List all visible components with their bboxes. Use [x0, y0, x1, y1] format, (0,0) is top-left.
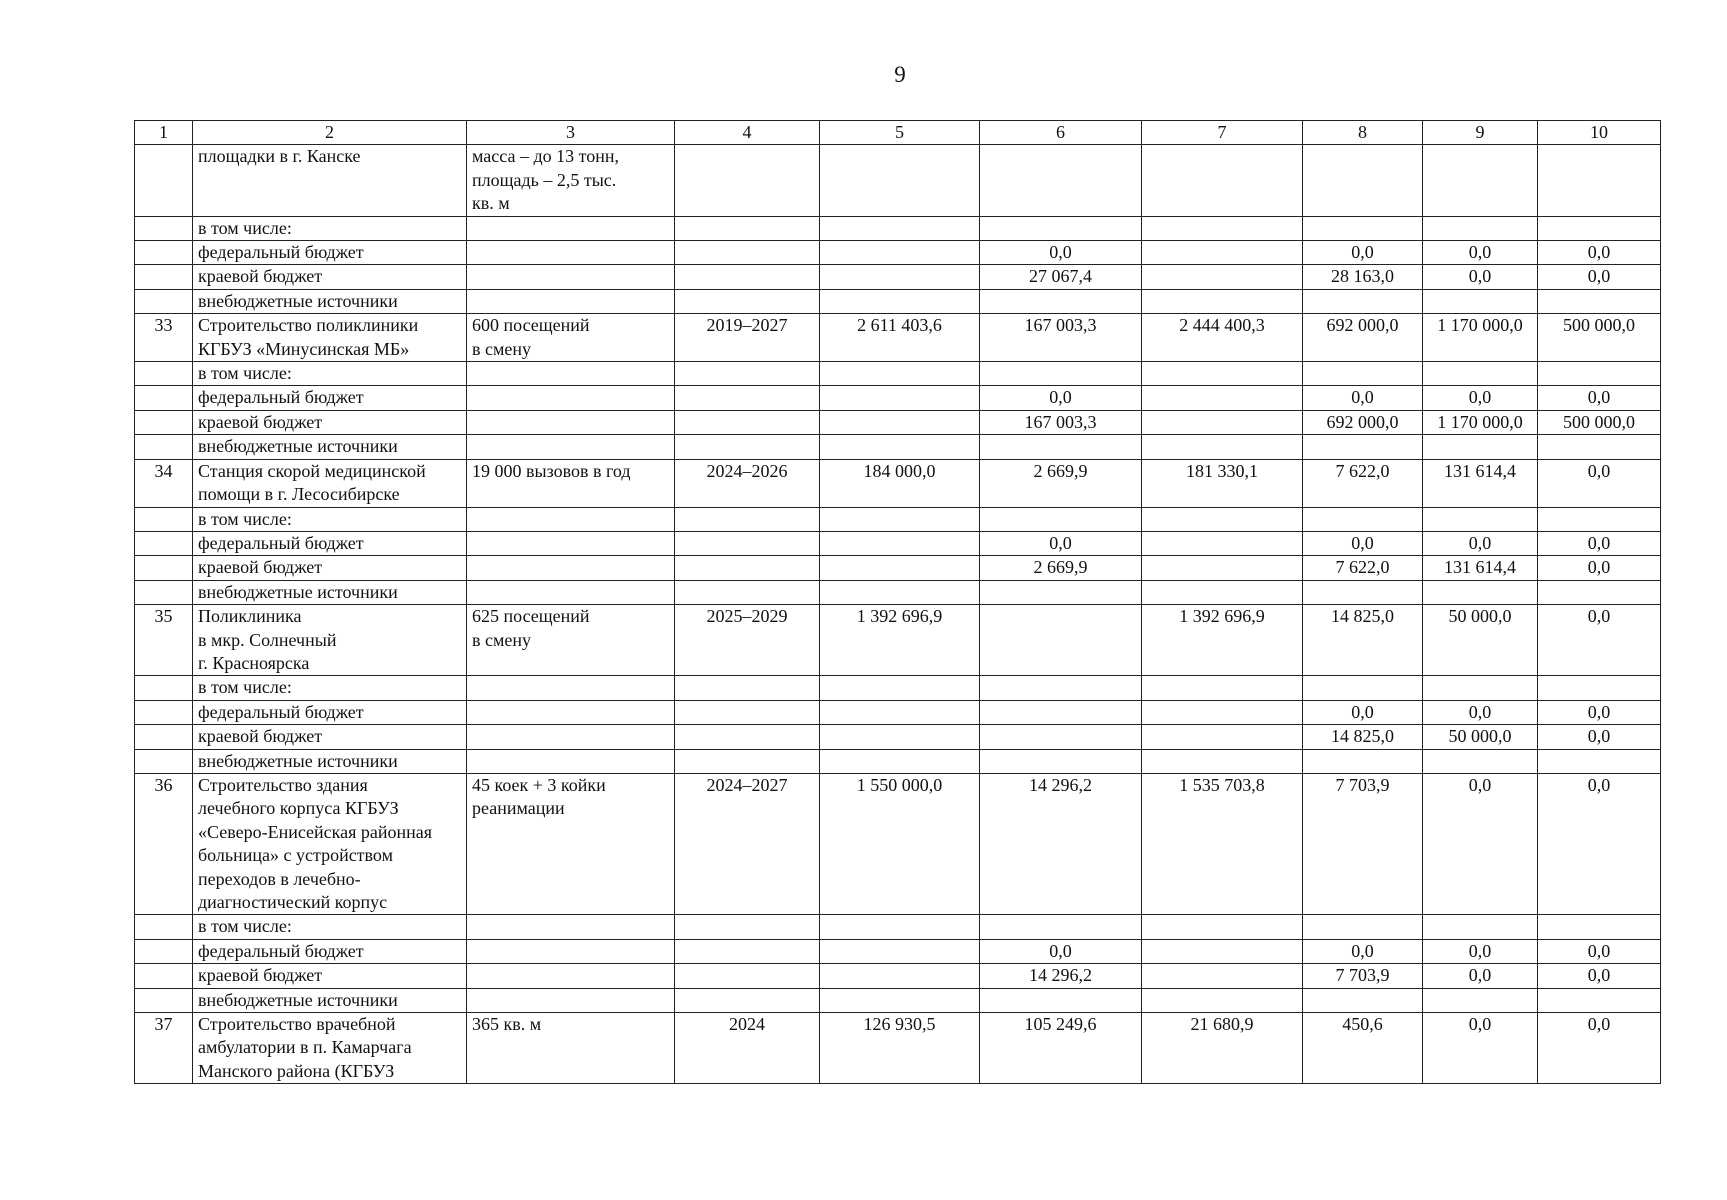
table-cell: 35	[135, 605, 193, 676]
table-cell	[135, 580, 193, 604]
table-cell	[820, 507, 980, 531]
table-cell: площадки в г. Канске	[193, 145, 467, 216]
table-cell	[467, 216, 675, 240]
data-table	[134, 120, 1661, 1084]
table-cell: федеральный бюджет	[193, 700, 467, 724]
table-cell	[1142, 241, 1303, 265]
table-cell: 1 392 696,9	[820, 605, 980, 676]
table-cell: 0,0	[1538, 241, 1661, 265]
table-cell	[675, 939, 820, 963]
table-cell	[1538, 580, 1661, 604]
page-number: 9	[894, 62, 906, 87]
table-cell	[467, 964, 675, 988]
table-cell	[1303, 915, 1423, 939]
table-cell: в том числе:	[193, 216, 467, 240]
table-cell	[1423, 676, 1538, 700]
table-cell: внебюджетные источники	[193, 988, 467, 1012]
table-subrow	[135, 725, 1661, 749]
table-row	[135, 1013, 1661, 1084]
table-cell: 2 669,9	[980, 556, 1142, 580]
table-cell	[820, 145, 980, 216]
table-cell: 2 444 400,3	[1142, 314, 1303, 362]
table-cell	[1423, 580, 1538, 604]
table-cell: 14 296,2	[980, 773, 1142, 914]
table-cell	[467, 556, 675, 580]
header-cell: 1	[135, 121, 193, 145]
table-cell	[1142, 410, 1303, 434]
table-cell	[1303, 289, 1423, 313]
table-cell: Строительство врачебной амбулатории в п. Камарчага Манского района (КГБУЗ	[193, 1013, 467, 1084]
table-cell	[1423, 749, 1538, 773]
table-subrow	[135, 362, 1661, 386]
table-cell	[1142, 216, 1303, 240]
table-cell	[675, 580, 820, 604]
header-cell: 3	[467, 121, 675, 145]
table-cell	[1142, 386, 1303, 410]
table-cell: 0,0	[1423, 1013, 1538, 1084]
table-cell	[1303, 507, 1423, 531]
table-cell	[820, 289, 980, 313]
table-cell	[820, 725, 980, 749]
header-cell: 5	[820, 121, 980, 145]
table-cell	[675, 435, 820, 459]
table-subrow	[135, 507, 1661, 531]
table-cell	[675, 725, 820, 749]
table-cell: 21 680,9	[1142, 1013, 1303, 1084]
table-cell	[135, 145, 193, 216]
table-row	[135, 314, 1661, 362]
table-cell: 500 000,0	[1538, 410, 1661, 434]
table-cell	[1423, 145, 1538, 216]
table-subrow	[135, 556, 1661, 580]
table-cell	[467, 700, 675, 724]
table-cell: внебюджетные источники	[193, 435, 467, 459]
table-cell	[135, 725, 193, 749]
table-cell	[675, 915, 820, 939]
table-cell	[1303, 362, 1423, 386]
table-cell: 0,0	[1538, 605, 1661, 676]
table-cell: 7 622,0	[1303, 556, 1423, 580]
table-cell	[1303, 435, 1423, 459]
table-cell: Поликлиника в мкр. Солнечный г. Красноярска	[193, 605, 467, 676]
table-cell: 167 003,3	[980, 410, 1142, 434]
table-cell: Строительство поликлиники КГБУЗ «Минусинская МБ»	[193, 314, 467, 362]
header-cell: 2	[193, 121, 467, 145]
table-cell	[1423, 289, 1538, 313]
table-cell: федеральный бюджет	[193, 386, 467, 410]
table-cell: 0,0	[1538, 556, 1661, 580]
table-cell	[1538, 988, 1661, 1012]
table-cell	[467, 289, 675, 313]
table-cell	[467, 410, 675, 434]
table-cell: масса – до 13 тонн, площадь – 2,5 тыс. кв. м	[467, 145, 675, 216]
table-cell: Станция скорой медицинской помощи в г. Лесосибирске	[193, 459, 467, 507]
table-cell: 0,0	[1303, 531, 1423, 555]
table-cell: 167 003,3	[980, 314, 1142, 362]
table-cell	[675, 386, 820, 410]
table-cell	[467, 915, 675, 939]
table-cell	[820, 749, 980, 773]
table-cell	[820, 241, 980, 265]
table-cell: 2 611 403,6	[820, 314, 980, 362]
table-cell: 7 703,9	[1303, 773, 1423, 914]
table-cell: 1 535 703,8	[1142, 773, 1303, 914]
table-cell	[1142, 939, 1303, 963]
table-cell: Строительство здания лечебного корпуса КГБУЗ «Северо-Енисейская районная больница» с устройством переходов в лечебно- диагностический корпус	[193, 773, 467, 914]
table-cell: 600 посещений в смену	[467, 314, 675, 362]
table-cell	[820, 265, 980, 289]
table-cell	[1303, 749, 1423, 773]
table-cell	[675, 676, 820, 700]
table-cell	[980, 216, 1142, 240]
table-cell	[675, 988, 820, 1012]
table-row	[135, 459, 1661, 507]
header-cell: 6	[980, 121, 1142, 145]
table-cell	[675, 289, 820, 313]
table-cell	[980, 700, 1142, 724]
table-cell: 7 703,9	[1303, 964, 1423, 988]
table-cell	[980, 749, 1142, 773]
table-subrow	[135, 700, 1661, 724]
table-cell	[1538, 216, 1661, 240]
table-cell: 0,0	[1303, 386, 1423, 410]
table-cell: 45 коек + 3 койки реанимации	[467, 773, 675, 914]
table-cell: 7 622,0	[1303, 459, 1423, 507]
table-cell	[675, 749, 820, 773]
table-cell: 0,0	[1538, 725, 1661, 749]
table-cell: 2024–2026	[675, 459, 820, 507]
table-cell	[135, 265, 193, 289]
table-cell	[467, 386, 675, 410]
table-cell	[135, 988, 193, 1012]
table-cell: 27 067,4	[980, 265, 1142, 289]
table-cell	[1142, 725, 1303, 749]
table-cell: 14 825,0	[1303, 605, 1423, 676]
table-cell	[1538, 289, 1661, 313]
table-subrow	[135, 531, 1661, 555]
table-cell: 1 170 000,0	[1423, 410, 1538, 434]
table-cell: 0,0	[1303, 939, 1423, 963]
table-cell	[1142, 580, 1303, 604]
table-cell: 50 000,0	[1423, 725, 1538, 749]
table-cell: 0,0	[1538, 773, 1661, 914]
table-cell	[820, 556, 980, 580]
table-cell	[1142, 531, 1303, 555]
table-cell	[980, 605, 1142, 676]
table-cell: 14 296,2	[980, 964, 1142, 988]
table-cell: 0,0	[1538, 265, 1661, 289]
table-cell	[675, 507, 820, 531]
table-cell	[467, 435, 675, 459]
table-cell: внебюджетные источники	[193, 289, 467, 313]
table-cell: 131 614,4	[1423, 459, 1538, 507]
table-cell: 0,0	[980, 386, 1142, 410]
table-cell: внебюджетные источники	[193, 749, 467, 773]
table-cell: 34	[135, 459, 193, 507]
table-cell	[467, 241, 675, 265]
table-cell	[820, 915, 980, 939]
table-cell	[1423, 362, 1538, 386]
table-cell	[1142, 749, 1303, 773]
table-cell	[980, 988, 1142, 1012]
table-cell	[1142, 362, 1303, 386]
table-cell	[675, 531, 820, 555]
table-cell	[1423, 435, 1538, 459]
header-cell: 7	[1142, 121, 1303, 145]
table-subrow	[135, 241, 1661, 265]
table-subrow	[135, 216, 1661, 240]
table-cell: 181 330,1	[1142, 459, 1303, 507]
table-cell	[1303, 145, 1423, 216]
table-cell: 1 170 000,0	[1423, 314, 1538, 362]
table-cell	[135, 531, 193, 555]
table-cell	[135, 507, 193, 531]
table-cell: 14 825,0	[1303, 725, 1423, 749]
table-subrow	[135, 265, 1661, 289]
table-cell: 0,0	[1423, 939, 1538, 963]
table-cell: 131 614,4	[1423, 556, 1538, 580]
table-cell: 692 000,0	[1303, 314, 1423, 362]
table-subrow	[135, 435, 1661, 459]
table-cell	[467, 676, 675, 700]
table-subrow	[135, 749, 1661, 773]
table-cell	[135, 216, 193, 240]
table-cell	[820, 216, 980, 240]
table-cell: краевой бюджет	[193, 265, 467, 289]
table-cell	[135, 289, 193, 313]
table-cell	[980, 725, 1142, 749]
table-cell	[675, 556, 820, 580]
header-cell: 10	[1538, 121, 1661, 145]
table-cell	[675, 362, 820, 386]
table-cell	[820, 386, 980, 410]
table-cell	[1142, 507, 1303, 531]
table-cell	[467, 939, 675, 963]
table-cell	[1538, 915, 1661, 939]
table-cell	[820, 676, 980, 700]
table-cell: федеральный бюджет	[193, 939, 467, 963]
table-cell	[820, 964, 980, 988]
table-cell	[1303, 988, 1423, 1012]
table-cell	[675, 265, 820, 289]
table-cell: в том числе:	[193, 507, 467, 531]
table-cell: 0,0	[1423, 773, 1538, 914]
table-cell	[820, 939, 980, 963]
table-cell	[1303, 676, 1423, 700]
header-cell: 9	[1423, 121, 1538, 145]
table-row	[135, 605, 1661, 676]
table-cell: 0,0	[1423, 700, 1538, 724]
table-cell	[1303, 216, 1423, 240]
table-subrow	[135, 410, 1661, 434]
table-cell: 0,0	[1538, 1013, 1661, 1084]
table-cell: краевой бюджет	[193, 964, 467, 988]
table-cell	[1423, 216, 1538, 240]
table-cell	[135, 915, 193, 939]
table-cell: в том числе:	[193, 676, 467, 700]
table-cell: 0,0	[1538, 386, 1661, 410]
table-cell: 2024–2027	[675, 773, 820, 914]
table-subrow	[135, 939, 1661, 963]
table-cell	[1142, 145, 1303, 216]
table-row	[135, 773, 1661, 914]
table-cell	[820, 362, 980, 386]
table-cell: в том числе:	[193, 915, 467, 939]
table-cell: 0,0	[1423, 265, 1538, 289]
table-cell: 0,0	[1423, 386, 1538, 410]
table-cell: 0,0	[1303, 700, 1423, 724]
table-cell: краевой бюджет	[193, 556, 467, 580]
table-cell	[467, 265, 675, 289]
table-cell: краевой бюджет	[193, 410, 467, 434]
table-cell	[467, 749, 675, 773]
table-cell: 2019–2027	[675, 314, 820, 362]
header-cell: 8	[1303, 121, 1423, 145]
table-cell	[1142, 988, 1303, 1012]
table-cell	[1538, 362, 1661, 386]
table-cell: федеральный бюджет	[193, 531, 467, 555]
table-cell	[980, 507, 1142, 531]
table-cell	[135, 556, 193, 580]
table-row	[135, 145, 1661, 216]
table-cell: 33	[135, 314, 193, 362]
table-cell: 0,0	[1538, 531, 1661, 555]
table-cell	[1423, 507, 1538, 531]
table-cell: в том числе:	[193, 362, 467, 386]
table-cell	[467, 580, 675, 604]
table-cell: 0,0	[980, 241, 1142, 265]
table-cell	[1142, 265, 1303, 289]
table-cell	[980, 362, 1142, 386]
table-cell	[980, 580, 1142, 604]
table-cell	[467, 531, 675, 555]
table-cell: внебюджетные источники	[193, 580, 467, 604]
table-cell	[1142, 556, 1303, 580]
table-cell	[675, 700, 820, 724]
table-cell	[135, 241, 193, 265]
table-cell: 0,0	[1538, 964, 1661, 988]
table-cell: 0,0	[1538, 459, 1661, 507]
table-cell	[980, 915, 1142, 939]
table-cell	[675, 145, 820, 216]
table-subrow	[135, 289, 1661, 313]
table-cell: 692 000,0	[1303, 410, 1423, 434]
table-cell: 184 000,0	[820, 459, 980, 507]
table-cell: 1 550 000,0	[820, 773, 980, 914]
table-cell: 19 000 вызовов в год	[467, 459, 675, 507]
table-cell	[1142, 964, 1303, 988]
table-cell	[675, 964, 820, 988]
table-cell	[1423, 915, 1538, 939]
table-cell	[1538, 749, 1661, 773]
table-cell	[1538, 435, 1661, 459]
table-cell: 450,6	[1303, 1013, 1423, 1084]
table-cell	[135, 676, 193, 700]
table-cell	[135, 386, 193, 410]
table-cell: 0,0	[980, 939, 1142, 963]
table-cell	[467, 362, 675, 386]
table-cell: 0,0	[1538, 939, 1661, 963]
table-cell	[1538, 507, 1661, 531]
table-cell	[135, 410, 193, 434]
table-cell: 0,0	[1423, 531, 1538, 555]
table-subrow	[135, 988, 1661, 1012]
table-cell	[1142, 435, 1303, 459]
table-cell: краевой бюджет	[193, 725, 467, 749]
table-cell	[135, 700, 193, 724]
table-cell	[980, 435, 1142, 459]
table-cell: 28 163,0	[1303, 265, 1423, 289]
table-cell: 0,0	[1538, 700, 1661, 724]
table-cell: 0,0	[1423, 241, 1538, 265]
table-cell	[1142, 700, 1303, 724]
table-subrow	[135, 386, 1661, 410]
table-cell	[980, 289, 1142, 313]
table-cell: 2024	[675, 1013, 820, 1084]
table-cell	[820, 700, 980, 724]
table-cell	[820, 580, 980, 604]
table-cell	[820, 435, 980, 459]
table-cell: 105 249,6	[980, 1013, 1142, 1084]
table-cell	[820, 410, 980, 434]
table-cell: 625 посещений в смену	[467, 605, 675, 676]
table-cell	[1303, 580, 1423, 604]
table-cell: 365 кв. м	[467, 1013, 675, 1084]
table-cell	[1142, 289, 1303, 313]
table-cell	[1538, 676, 1661, 700]
table-cell: 2 669,9	[980, 459, 1142, 507]
table-cell: 126 930,5	[820, 1013, 980, 1084]
table-cell	[1538, 145, 1661, 216]
table-subrow	[135, 580, 1661, 604]
table-cell: 500 000,0	[1538, 314, 1661, 362]
table-cell	[1142, 915, 1303, 939]
table-cell	[1142, 676, 1303, 700]
table-cell: 0,0	[1423, 964, 1538, 988]
table-subrow	[135, 964, 1661, 988]
table-cell: 36	[135, 773, 193, 914]
table-cell	[675, 241, 820, 265]
table-cell: 37	[135, 1013, 193, 1084]
table-cell	[135, 435, 193, 459]
table-cell	[820, 988, 980, 1012]
table-cell	[980, 145, 1142, 216]
table-cell: 50 000,0	[1423, 605, 1538, 676]
table-subrow	[135, 915, 1661, 939]
table-cell	[675, 410, 820, 434]
table-cell	[135, 939, 193, 963]
header-cell: 4	[675, 121, 820, 145]
table-cell	[467, 725, 675, 749]
table-cell	[135, 964, 193, 988]
header-row	[135, 121, 1661, 145]
table-cell: 2025–2029	[675, 605, 820, 676]
table-cell	[135, 749, 193, 773]
table-cell: 1 392 696,9	[1142, 605, 1303, 676]
table-cell: 0,0	[980, 531, 1142, 555]
table-cell: федеральный бюджет	[193, 241, 467, 265]
table-cell	[820, 531, 980, 555]
table-cell	[980, 676, 1142, 700]
table-cell	[467, 988, 675, 1012]
table-subrow	[135, 676, 1661, 700]
table-cell: 0,0	[1303, 241, 1423, 265]
table-cell	[675, 216, 820, 240]
table-cell	[467, 507, 675, 531]
table-cell	[135, 362, 193, 386]
table-cell	[1423, 988, 1538, 1012]
